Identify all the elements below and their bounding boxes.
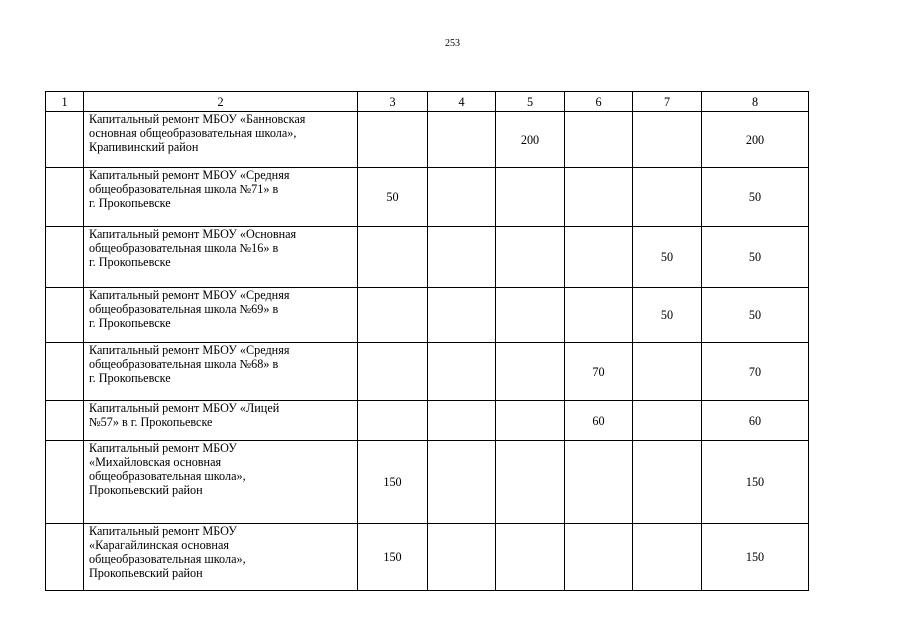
value-cell-total: 150: [702, 524, 809, 591]
value-cell-total: 50: [702, 288, 809, 343]
table-row: [46, 401, 809, 441]
table-row: [46, 343, 809, 401]
value-cell-col3: [358, 227, 428, 288]
description-line: Прокопьевский район: [89, 566, 203, 580]
header-cell-3: 3: [358, 92, 428, 112]
value-cell-col3: [358, 401, 428, 441]
description-line: Прокопьевский район: [89, 483, 203, 497]
value-cell-total: 150: [702, 441, 809, 524]
header-cell-1: 1: [46, 92, 84, 112]
description-cell: [84, 524, 358, 591]
value-cell-col6: 70: [565, 343, 633, 401]
description-line: Крапивинский район: [89, 140, 199, 154]
value-cell-col6: [565, 288, 633, 343]
value-cell-col3: [358, 343, 428, 401]
description-line: общеобразовательная школа»,: [89, 552, 246, 566]
value-cell-col6: [565, 112, 633, 168]
description-line: Капитальный ремонт МБОУ «Банновская: [89, 112, 306, 126]
value-cell-col3: [358, 288, 428, 343]
row-index-cell: [46, 112, 84, 168]
value-cell-col5: [496, 401, 565, 441]
row-index-cell: [46, 441, 84, 524]
value-cell-col4: [428, 168, 496, 227]
table-row: [46, 227, 809, 288]
description-cell: [84, 112, 358, 168]
row-index-cell: [46, 288, 84, 343]
description-line: №57» в г. Прокопьевске: [89, 415, 213, 429]
value-cell-col5: 200: [496, 112, 565, 168]
row-index-cell: [46, 168, 84, 227]
value-cell-col4: [428, 343, 496, 401]
value-cell-col3: 150: [358, 524, 428, 591]
description-line: общеобразовательная школа №68» в: [89, 357, 279, 371]
budget-table: [45, 91, 809, 591]
value-cell-col5: [496, 343, 565, 401]
value-cell-col5: [496, 524, 565, 591]
description-line: Капитальный ремонт МБОУ «Средняя: [89, 168, 290, 182]
header-cell-7: 7: [633, 92, 702, 112]
value-cell-col6: 60: [565, 401, 633, 441]
value-cell-col5: [496, 227, 565, 288]
header-row: [46, 92, 809, 112]
value-cell-col3: [358, 112, 428, 168]
value-cell-col7: 50: [633, 288, 702, 343]
description-line: общеобразовательная школа»,: [89, 469, 246, 483]
row-index-cell: [46, 343, 84, 401]
description-line: основная общеобразовательная школа»,: [89, 126, 297, 140]
value-cell-col6: [565, 441, 633, 524]
description-line: общеобразовательная школа №71» в: [89, 182, 279, 196]
header-cell-8: 8: [702, 92, 809, 112]
description-cell: [84, 227, 358, 288]
description-line: г. Прокопьевске: [89, 371, 171, 385]
value-cell-col4: [428, 401, 496, 441]
header-cell-4: 4: [428, 92, 496, 112]
value-cell-col7: [633, 112, 702, 168]
value-cell-total: 50: [702, 227, 809, 288]
value-cell-col5: [496, 168, 565, 227]
row-index-cell: [46, 401, 84, 441]
table-row: [46, 288, 809, 343]
value-cell-total: 70: [702, 343, 809, 401]
value-cell-col6: [565, 524, 633, 591]
value-cell-col4: [428, 441, 496, 524]
table-row: [46, 168, 809, 227]
description-cell: [84, 401, 358, 441]
value-cell-total: 200: [702, 112, 809, 168]
description-line: Капитальный ремонт МБОУ: [89, 441, 237, 455]
description-line: Капитальный ремонт МБОУ «Средняя: [89, 343, 290, 357]
table-row: [46, 112, 809, 168]
description-line: «Карагайлинская основная: [89, 538, 229, 552]
value-cell-col7: [633, 343, 702, 401]
header-cell-2: 2: [84, 92, 358, 112]
row-index-cell: [46, 227, 84, 288]
value-cell-col7: [633, 401, 702, 441]
value-cell-col7: [633, 441, 702, 524]
value-cell-total: 60: [702, 401, 809, 441]
value-cell-col7: 50: [633, 227, 702, 288]
description-cell: [84, 441, 358, 524]
value-cell-col3: 150: [358, 441, 428, 524]
value-cell-col6: [565, 227, 633, 288]
value-cell-col7: [633, 168, 702, 227]
description-line: Капитальный ремонт МБОУ «Основная: [89, 227, 297, 241]
value-cell-col3: 50: [358, 168, 428, 227]
description-cell: [84, 343, 358, 401]
description-line: Капитальный ремонт МБОУ «Лицей: [89, 401, 280, 415]
header-cell-6: 6: [565, 92, 633, 112]
table-row: [46, 524, 809, 591]
description-line: Капитальный ремонт МБОУ «Средняя: [89, 288, 290, 302]
value-cell-col4: [428, 524, 496, 591]
value-cell-col4: [428, 227, 496, 288]
row-index-cell: [46, 524, 84, 591]
page-number: 253: [445, 38, 460, 49]
description-line: г. Прокопьевске: [89, 196, 171, 210]
value-cell-total: 50: [702, 168, 809, 227]
description-line: «Михайловская основная: [89, 455, 222, 469]
description-cell: [84, 168, 358, 227]
description-line: общеобразовательная школа №69» в: [89, 302, 279, 316]
description-line: общеобразовательная школа №16» в: [89, 241, 279, 255]
value-cell-col4: [428, 112, 496, 168]
value-cell-col6: [565, 168, 633, 227]
description-line: Капитальный ремонт МБОУ: [89, 524, 237, 538]
value-cell-col5: [496, 288, 565, 343]
description-cell: [84, 288, 358, 343]
table-row: [46, 441, 809, 524]
value-cell-col7: [633, 524, 702, 591]
value-cell-col5: [496, 441, 565, 524]
header-cell-5: 5: [496, 92, 565, 112]
value-cell-col4: [428, 288, 496, 343]
description-line: г. Прокопьевске: [89, 255, 171, 269]
description-line: г. Прокопьевске: [89, 316, 171, 330]
